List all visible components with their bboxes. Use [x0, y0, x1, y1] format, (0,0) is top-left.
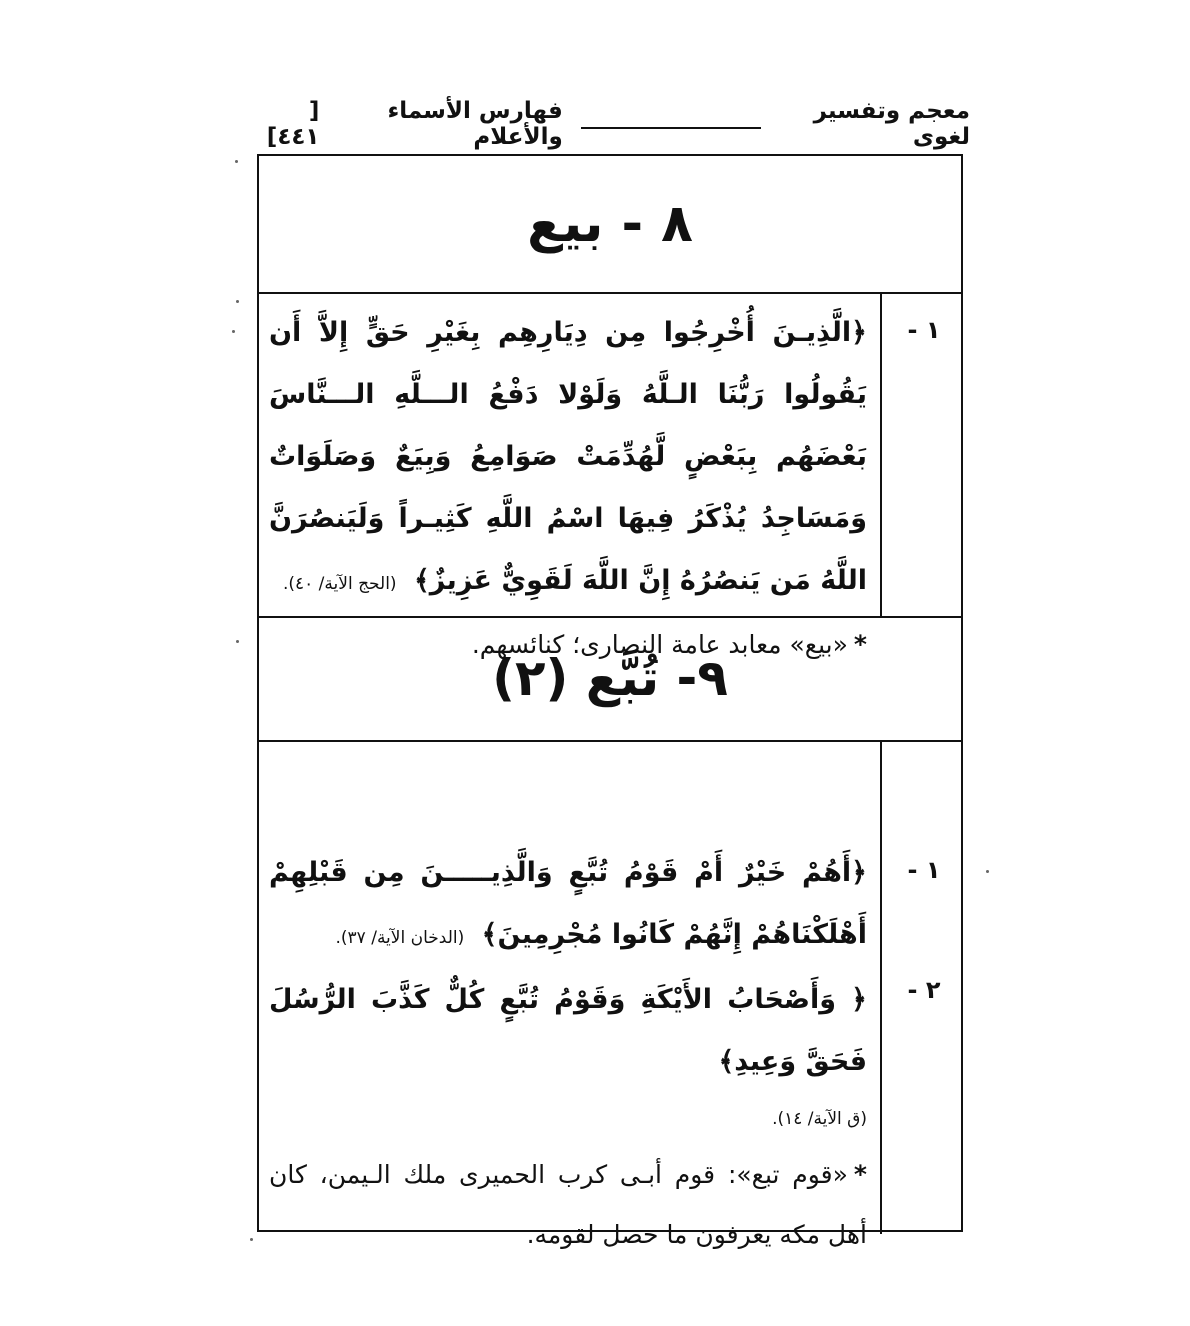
verse-paragraph: [269, 302, 867, 615]
scan-speck: [250, 1238, 253, 1241]
section-heading-bay: [259, 156, 961, 292]
verse-text: ﴿أَهُمْ خَيْرٌ أَمْ قَوْمُ تُبَّعٍ وَالَّذِيـــــنَ مِن قَبْلِهِمْ أَهْلَكْنَاهُمْ إِنَّهُمْ كَانُوا مُجْرِمِينَ﴾: [269, 857, 867, 950]
verse-reference: (الدخان الآية/ ٣٧).: [335, 928, 465, 948]
scan-speck: [235, 160, 238, 163]
entry-number-text: ١ -: [907, 856, 941, 884]
verse-reference-line: [269, 1093, 867, 1145]
scan-speck: [236, 300, 239, 303]
verse-reference: (الحج الآية/ ٤٠).: [282, 574, 397, 594]
divider: [259, 292, 961, 294]
column-divider: [880, 292, 882, 616]
note-star: *: [853, 1160, 867, 1189]
entry-number-text: ١ -: [907, 316, 941, 344]
section-heading-text: ٩- تُبَّع (٢): [492, 649, 728, 707]
entry-number: [893, 976, 955, 1004]
scan-speck: [236, 640, 239, 643]
entry-number: [893, 316, 955, 344]
note-text: «قوم تبع»: قوم أبـى كرب الحميرى ملك الـيمن، كان أهل مكة يعرفون ما حصل لقومه.: [269, 1160, 867, 1249]
divider: [259, 740, 961, 742]
scan-speck: [986, 870, 989, 873]
verse-reference: (ق الآية/ ١٤).: [772, 1109, 867, 1129]
gloss-note: [269, 1145, 867, 1265]
content-frame: [257, 154, 963, 1249]
verse-paragraph: [269, 969, 867, 1093]
section-heading-text: ٨ - بيع: [527, 194, 693, 254]
entry-number-text: ٢ -: [907, 976, 941, 1004]
entry-block: [269, 842, 867, 1265]
note-text: «بيع» معابد عامة النصارى؛ كنائسهم.: [471, 630, 848, 659]
page-number: [ ٤٤١]: [266, 98, 320, 150]
verse-text: ﴿الَّذِيـنَ أُخْرِجُوا مِن دِيَارِهِم بِغَيْرِ حَقٍّ إِلاَّ أَن يَقُولُوا رَبُّنَا الـلَّهُ وَلَوْلا دَفْعُ الـــلَّهِ الـــنَّاسَ بَعْضَهُم بِبَعْضٍ لَّهُدِّمَتْ صَوَامِعُ وَبِيَعٌ وَصَلَوَاتٌ وَمَسَاجِدُ يُذْكَرُ فِيهَا اسْمُ اللَّهِ كَثِيـراً وَلَيَنصُرَنَّ اللَّهُ مَن يَنصُرُهُ إِنَّ اللَّهَ لَقَوِيٌّ عَزِيزٌ﴾: [269, 317, 867, 596]
running-header: [258, 98, 970, 150]
verse-paragraph: [269, 842, 867, 969]
section-heading-tubba: [259, 616, 961, 740]
column-divider: [880, 740, 882, 1234]
verse-text: ﴿ وَأَصْحَابُ الأَيْكَةِ وَقَوْمُ تُبَّعٍ كُلٌّ كَذَّبَ الرُّسُلَ فَحَقَّ وَعِيدِ﴾: [269, 984, 867, 1077]
scan-speck: [232, 330, 235, 333]
section-title: فهارس الأسماء والأعلام: [387, 98, 563, 150]
entry-number: [893, 856, 955, 884]
header-rule: [581, 127, 761, 129]
book-title: معجم وتفسير لغوى: [813, 98, 970, 150]
note-star: *: [853, 630, 867, 659]
